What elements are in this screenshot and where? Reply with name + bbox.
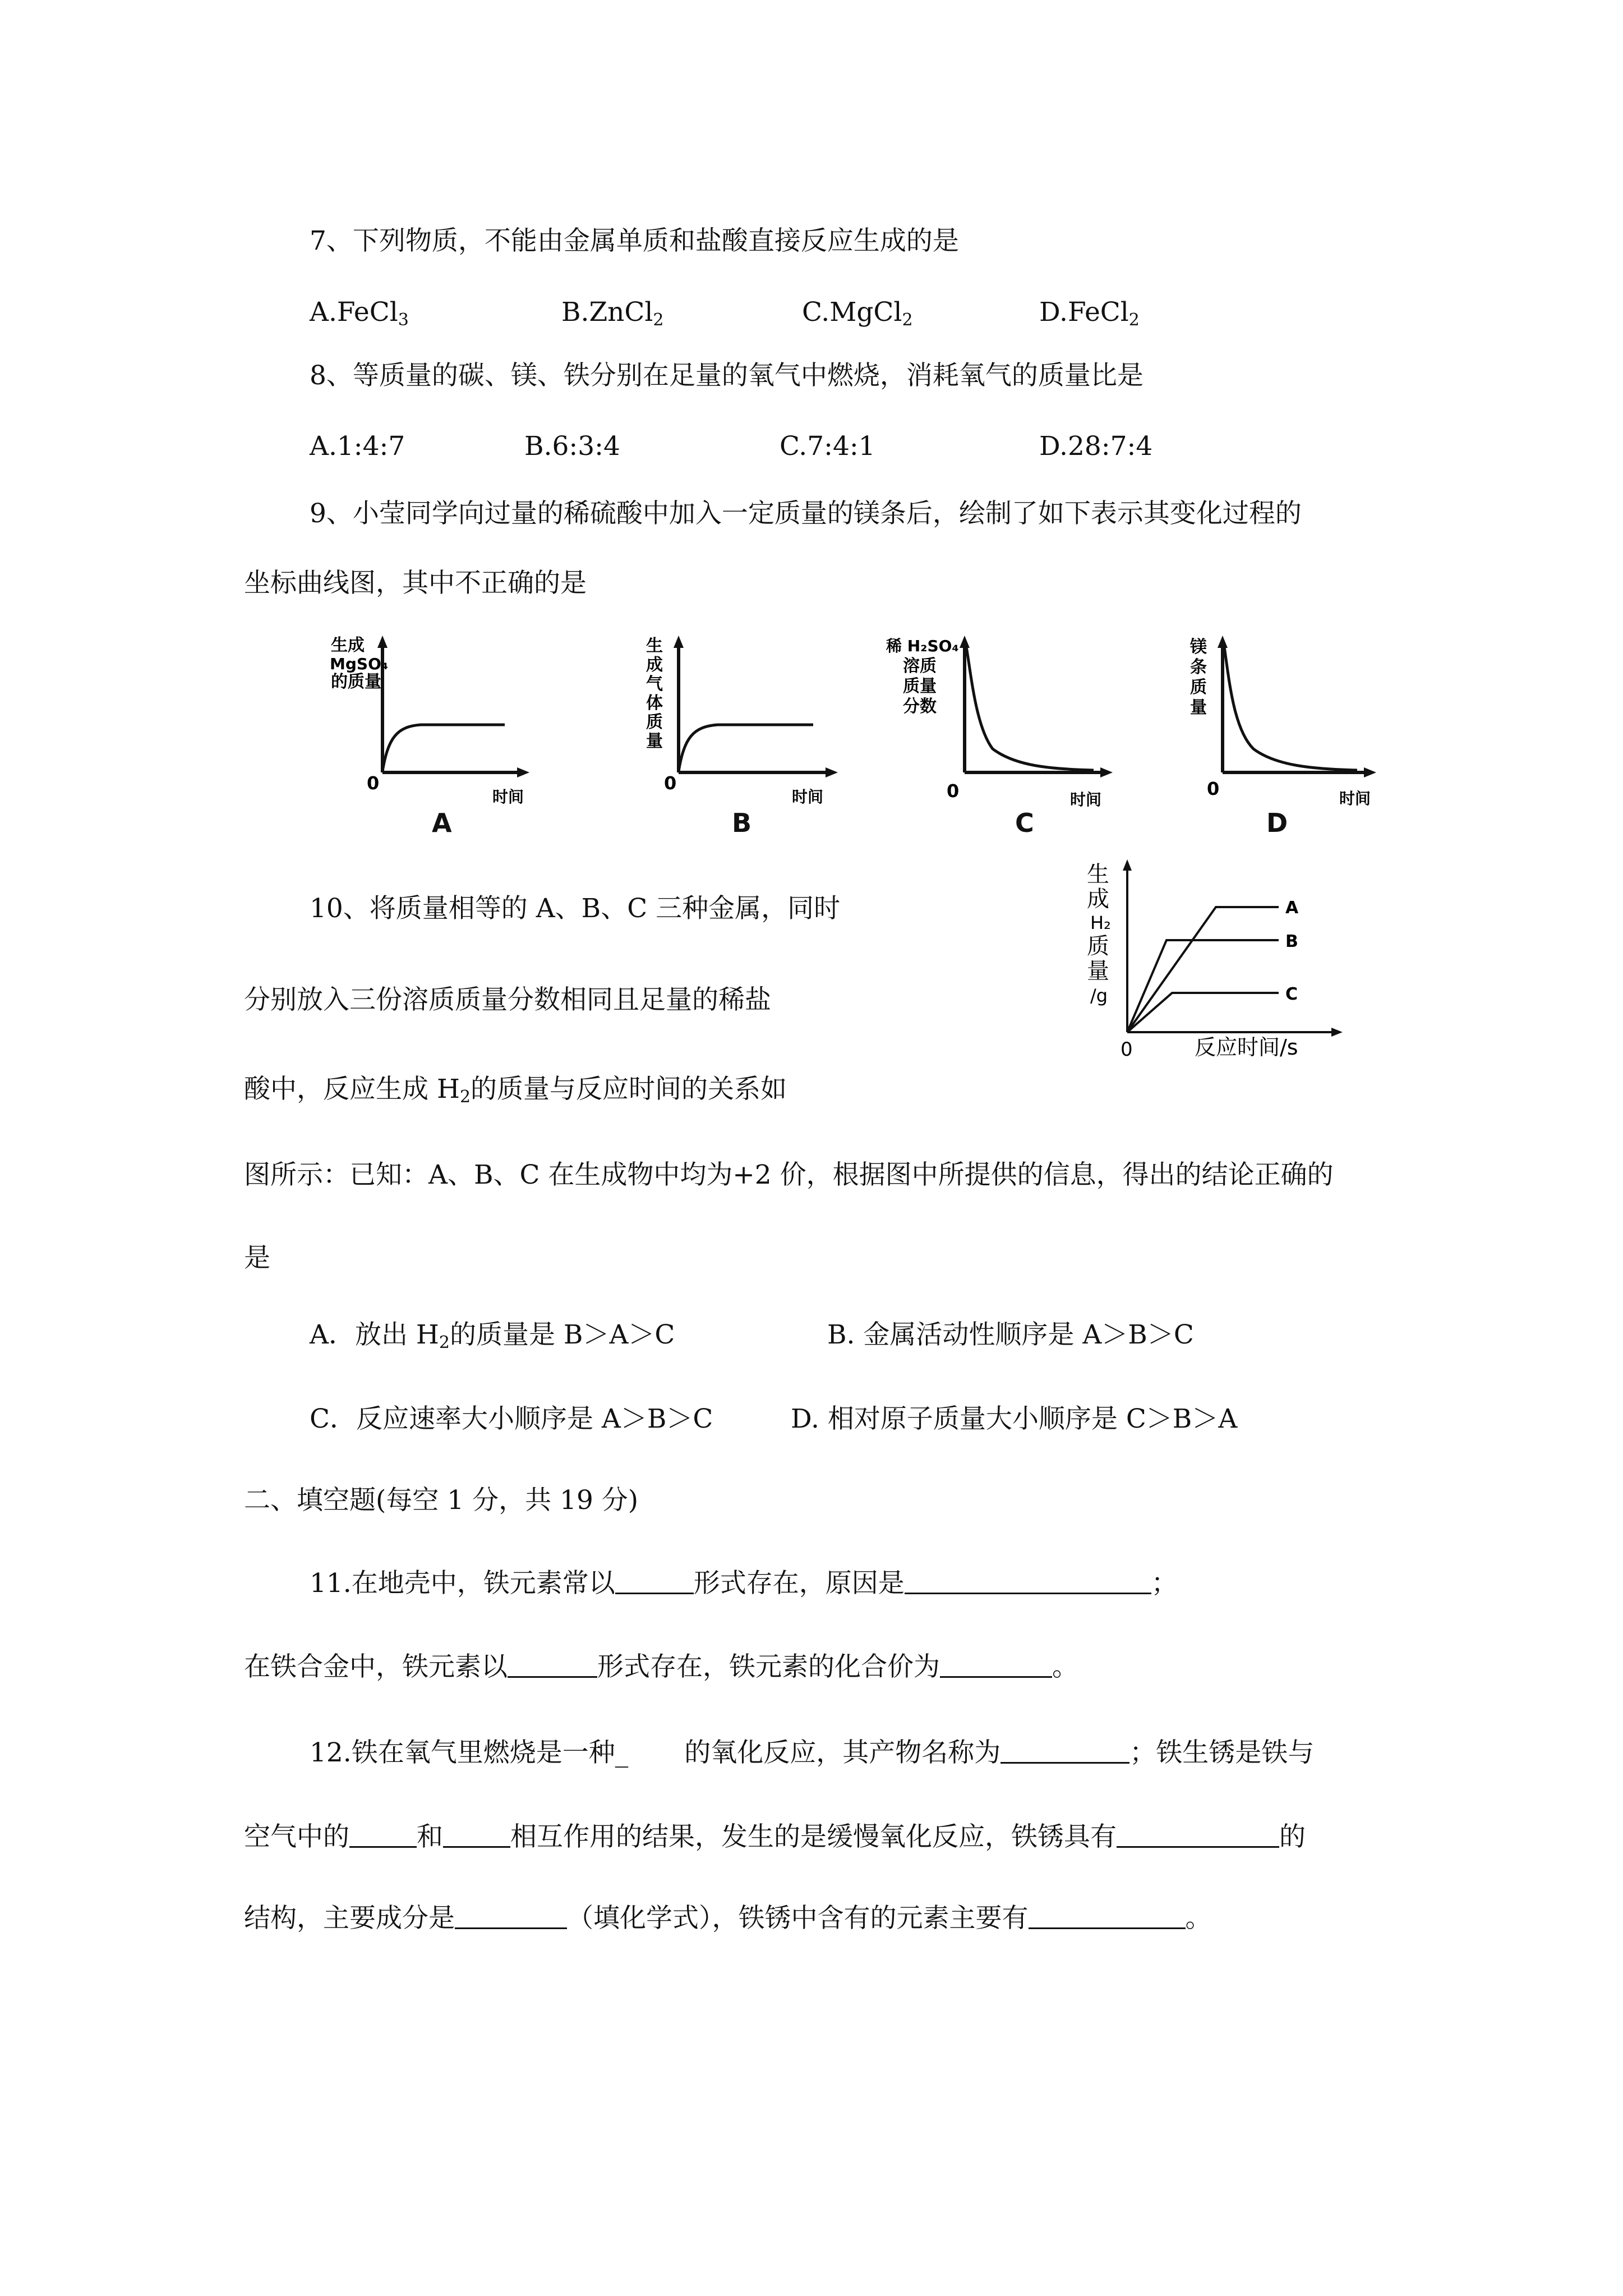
- q8-option-a: A.1:4:7: [310, 431, 405, 462]
- q9-graph-c-ylabel-1: 稀 H₂SO₄: [886, 637, 959, 655]
- q12-blank-7[interactable]: [1029, 1903, 1186, 1929]
- q9-graph-b-ylabel-4: 体: [646, 693, 663, 713]
- q12-blank-3[interactable]: [349, 1821, 417, 1848]
- q7-option-c: [802, 296, 913, 329]
- q10-line3: [244, 1073, 787, 1106]
- q7-option-b-sub: 2: [653, 310, 664, 330]
- q11-blank-4[interactable]: [940, 1651, 1052, 1678]
- q9-stem-line1: 9、小莹同学向过量的稀硫酸中加入一定质量的镁条后，绘制了如下表示其变化过程的: [310, 498, 1302, 529]
- q12-line1: [310, 1736, 1314, 1770]
- q12-blank-2[interactable]: [1000, 1737, 1129, 1764]
- q12-text-i: （填化学式），铁锈中含有的元素主要有: [567, 1903, 1029, 1934]
- q9-graph-b-caption: B: [732, 808, 752, 838]
- q10-ylabel-1: 生: [1087, 862, 1109, 887]
- q9-graph-c-ylabel-3: 质量: [903, 677, 937, 696]
- q7-option-c-text: C.MgCl: [802, 297, 902, 328]
- q10-series-b: [1127, 940, 1279, 1032]
- q12-text-j: 。: [1185, 1903, 1212, 1934]
- q7-option-d: [1039, 296, 1140, 329]
- q7-option-b: [561, 296, 664, 329]
- q10-line4: 图所示：已知：A、B、C 在生成物中均为+2 价，根据图中所提供的信息，得出的结论正确的: [244, 1159, 1334, 1190]
- q10-option-a: [310, 1318, 675, 1352]
- q9-graph-a-xlabel: 时间: [492, 788, 524, 806]
- q11-text-c: ；: [1151, 1568, 1178, 1599]
- q12-text-e: 和: [417, 1821, 443, 1852]
- q9-graph-d-ylabel-4: 量: [1190, 698, 1207, 717]
- q7-stem: 7、下列物质，不能由金属单质和盐酸直接反应生成的是: [310, 226, 959, 256]
- q12-text-d: 空气中的: [244, 1821, 349, 1852]
- q10-option-a-text-2: 的质量是 B＞A＞C: [449, 1319, 675, 1350]
- q7-option-a: [310, 296, 409, 329]
- q11-text-b: 形式存在，原因是: [693, 1568, 905, 1599]
- q12-blank-5[interactable]: [1117, 1821, 1279, 1848]
- q9-graph-d-caption: D: [1266, 808, 1288, 838]
- q12-line2: [244, 1820, 1306, 1854]
- q9-graph-d-origin: 0: [1207, 778, 1220, 799]
- q10-option-b: B. 金属活动性顺序是 A＞B＞C: [827, 1319, 1194, 1350]
- q11-text-f: 。: [1052, 1651, 1078, 1682]
- q7-option-a-text: A.FeCl: [310, 297, 398, 328]
- q10-ylabel-2: 成: [1087, 886, 1109, 912]
- q10-ylabel-3: H₂: [1090, 912, 1111, 933]
- q9-graph-b-ylabel-3: 气: [646, 674, 663, 694]
- q7-option-b-text: B.ZnCl: [561, 297, 653, 328]
- q12-blank-6[interactable]: [455, 1903, 567, 1929]
- q9-graph-a-origin: 0: [367, 772, 380, 794]
- q11-blank-1[interactable]: [615, 1568, 694, 1594]
- q12-text-f: 相互作用的结果，发生的是缓慢氧化反应，铁锈具有: [510, 1821, 1117, 1852]
- q9-graph-c: [880, 631, 1127, 844]
- q9-graph-b-origin: 0: [664, 772, 677, 794]
- q10-series-a-label: A: [1285, 898, 1299, 918]
- q10-series-c-label: C: [1285, 984, 1298, 1004]
- q9-graph-a-caption: A: [432, 808, 452, 838]
- q9-graph-d-ylabel-2: 条: [1190, 657, 1207, 677]
- q11-text-a: 11.在地壳中，铁元素常以: [310, 1568, 615, 1599]
- q11-text-e: 形式存在，铁元素的化合价为: [597, 1651, 940, 1682]
- q10-ylabel-5: 量: [1087, 958, 1109, 984]
- q10-xlabel: 反应时间/s: [1195, 1035, 1298, 1060]
- q9-graph-a-ylabel-1: 生成: [331, 636, 365, 655]
- q9-graph-b-ylabel-5: 质: [646, 712, 663, 732]
- q10-line3-sub: 2: [459, 1087, 471, 1107]
- q11-blank-2[interactable]: [905, 1568, 1151, 1594]
- q9-graph-c-ylabel-2: 溶质: [903, 656, 937, 676]
- q8-option-c: C.7:4:1: [780, 431, 875, 462]
- q9-graph-b-ylabel-6: 量: [646, 731, 663, 751]
- q12-text-g: 的: [1279, 1821, 1306, 1852]
- q10-origin: 0: [1121, 1038, 1133, 1061]
- q10-line5: 是: [244, 1243, 270, 1273]
- q9-stem-line2: 坐标曲线图，其中不正确的是: [244, 568, 587, 599]
- q10-line3-text: 酸中，反应生成 H: [244, 1074, 460, 1105]
- q8-option-b: B.6:3:4: [524, 431, 620, 462]
- q9-graph-b-xlabel: 时间: [792, 788, 824, 806]
- q10-ylabel-4: 质: [1087, 933, 1109, 959]
- q10-option-a-text: A．放出 H: [310, 1319, 439, 1350]
- q10-line1: 10、将质量相等的 A、B、C 三种金属，同时: [310, 893, 841, 924]
- q10-chart: [1066, 853, 1380, 1077]
- q9-graph-c-origin: 0: [947, 780, 960, 802]
- q9-graph-c-xlabel: 时间: [1070, 790, 1102, 809]
- q9-graph-b-ylabel-1: 生: [646, 636, 663, 656]
- q9-graph-c-ylabel-4: 分数: [903, 697, 937, 716]
- q12-text-b: 的氧化反应，其产物名称为: [684, 1737, 1001, 1768]
- q12-blank-4[interactable]: [443, 1821, 510, 1848]
- q12-text-h: 结构，主要成分是: [244, 1903, 455, 1934]
- q8-option-d: D.28:7:4: [1039, 431, 1153, 462]
- q9-graph-d-ylabel-3: 质: [1190, 678, 1207, 697]
- q9-graph-d-ylabel-1: 镁: [1190, 637, 1207, 657]
- q12-text-a: 12.铁在氧气里燃烧是一种_: [310, 1737, 629, 1768]
- q9-graph-a-ylabel-3: 的质量: [331, 672, 381, 692]
- section2-title: 二、填空题(每空 1 分，共 19 分): [244, 1485, 639, 1516]
- q10-option-a-sub: 2: [439, 1333, 450, 1352]
- q7-option-d-text: D.FeCl: [1039, 297, 1129, 328]
- q10-option-c: C．反应速率大小顺序是 A＞B＞C: [310, 1404, 713, 1434]
- q10-series-b-label: B: [1285, 932, 1298, 951]
- q9-graph-b-ylabel-2: 成: [646, 655, 663, 675]
- q7-option-c-sub: 2: [902, 310, 913, 330]
- q11-text-d: 在铁合金中，铁元素以: [244, 1651, 508, 1682]
- q10-line3-text-2: 的质量与反应时间的关系如: [471, 1074, 787, 1105]
- q10-line2: 分别放入三份溶质质量分数相同且足量的稀盐: [244, 984, 771, 1015]
- q11-blank-3[interactable]: [508, 1651, 597, 1678]
- q10-ylabel-6: /g: [1090, 985, 1108, 1006]
- q8-stem: 8、等质量的碳、镁、铁分别在足量的氧气中燃烧，消耗氧气的质量比是: [310, 360, 1144, 391]
- q11-line1: [310, 1567, 1178, 1600]
- q9-graph-d-xlabel: 时间: [1339, 789, 1371, 808]
- q7-option-d-sub: 2: [1128, 310, 1140, 330]
- q12-line3: [244, 1902, 1212, 1935]
- q7-option-a-sub: 3: [398, 310, 409, 330]
- q9-graph-a-ylabel-2: MgSO₄: [330, 655, 389, 673]
- q12-text-c: ；铁生锈是铁与: [1129, 1737, 1315, 1768]
- q9-graph-c-caption: C: [1015, 808, 1034, 838]
- q10-option-d: D. 相对原子质量大小顺序是 C＞B＞A: [791, 1404, 1238, 1434]
- q11-line2: [244, 1650, 1078, 1684]
